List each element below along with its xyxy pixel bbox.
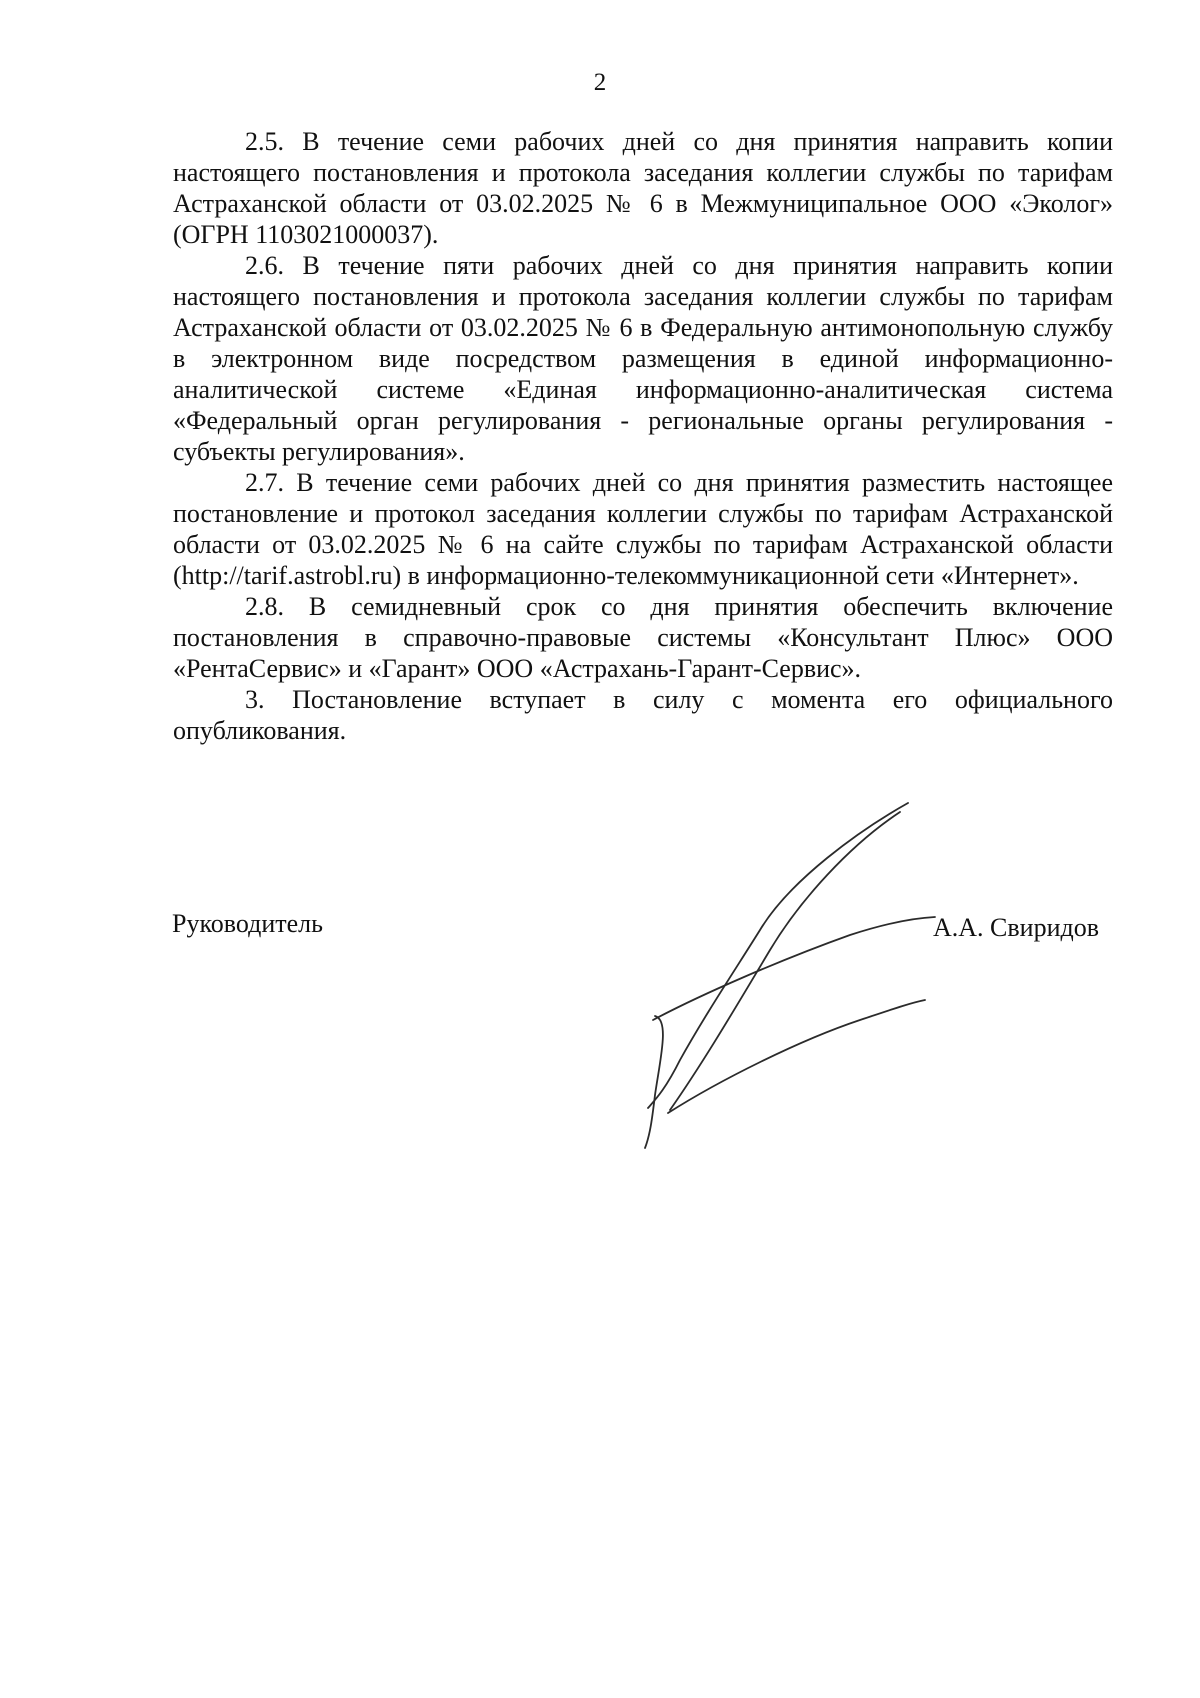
paragraph-2-6: 2.6. В течение пяти рабочих дней со дня принятия направить копии настоящего постановления и протокола заседания коллегии службы по тарифам Астраханской области от 03.02.2025 № 6 в Федеральную антимонопольную службу в электронном виде посредством размещения в единой информационно-аналитической системе «Единая информационно-аналитическая система «Федеральный орган регулирования - региональные органы регулирования - субъекты регулирования». bbox=[173, 251, 1113, 466]
paragraph-2-5: 2.5. В течение семи рабочих дней со дня принятия направить копии настоящего постановления и протокола заседания коллегии службы по тарифам Астраханской области от 03.02.2025 № 6 в Межмуниципальное ООО «Эколог» (ОГРН 1103021000037). bbox=[173, 127, 1113, 249]
signatory-name: А.А. Свиридов bbox=[933, 913, 1100, 942]
paragraph-2-7: 2.7. В течение семи рабочих дней со дня принятия разместить настоящее постановление и протокол заседания коллегии службы по тарифам Астраханской области от 03.02.2025 № 6 на сайте службы по тарифам Астраханской области (http://tarif.astrobl.ru) в информационно-телекоммуникационной сети «Интернет». bbox=[173, 468, 1113, 590]
signatory-title: Руководитель bbox=[172, 909, 323, 938]
paragraph-2-8: 2.8. В семидневный срок со дня принятия обеспечить включение постановления в справочно-правовые системы «Консультант Плюс» ООО «РентаСервис» и «Гарант» ООО «Астрахань-Гарант-Сервис». bbox=[173, 592, 1113, 683]
document-body bbox=[173, 126, 1113, 746]
page-number: 2 bbox=[593, 69, 607, 96]
paragraph-3: 3. Постановление вступает в силу с момента его официального опубликования. bbox=[173, 685, 1113, 745]
